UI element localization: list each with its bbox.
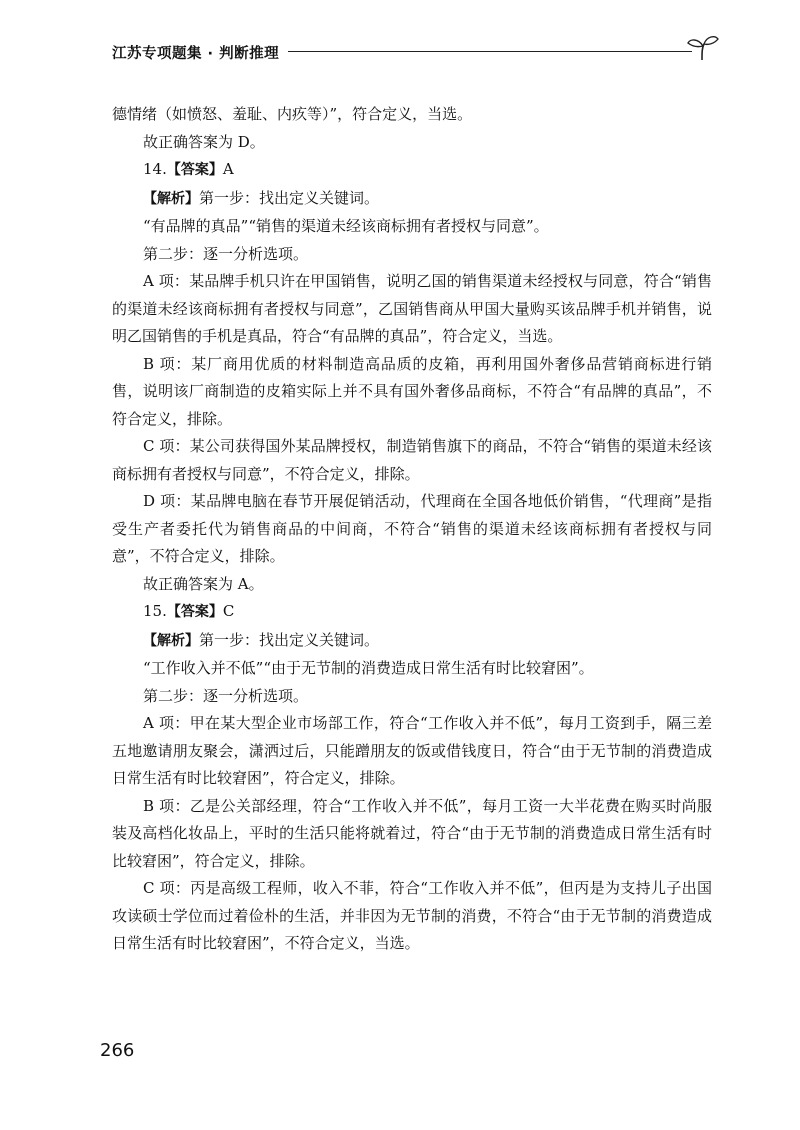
option-15-a: A 项：甲在某大型企业市场部工作，符合“工作收入并不低”，每月工资到手，隔三差五地邀请朋友聚会，潇洒过后，只能蹭朋友的饭或借钱度日，符合“由于无节制的消费造成日常生活有时比较窘困”，符合定义，排除。 xyxy=(112,714,712,787)
paragraph-2: 故正确答案为 D。 xyxy=(143,132,265,151)
answer-15: 15.【答案】C xyxy=(143,602,235,620)
analysis-14-step-2: 第二步：逐一分析选项。 xyxy=(143,244,309,263)
analysis-14-step-1: 【解析】第一步：找出定义关键词。 xyxy=(143,188,380,207)
option-14-a: A 项：某品牌手机只许在甲国销售，说明乙国的销售渠道未经授权与同意，符合“销售的渠道未经该商标拥有者授权与同意”，乙国销售商从甲国大量购买该品牌手机并销售，说明乙国销售的手机是真品，符合“有品牌的真品”，符合定义，当选。 xyxy=(112,272,712,345)
analysis-15-step-1: 【解析】第一步：找出定义关键词。 xyxy=(143,630,380,649)
option-14-d: D 项：某品牌电脑在春节开展促销活动，代理商在全国各地低价销售，“代理商”是指受生产者委托代为销售商品的中间商，不符合“销售的渠道未经该商标拥有者授权与同意”，不符合定义，排除。 xyxy=(112,492,712,565)
section-tag: 【答案】 xyxy=(166,604,223,620)
running-header xyxy=(112,34,724,64)
section-tag: 【解析】 xyxy=(143,190,199,207)
keywords-14: “有品牌的真品”“销售的渠道未经该商标拥有者授权与同意”。 xyxy=(143,217,549,235)
paragraph-1: 德情绪（如愤怒、羞耻、内疚等）”，符合定义，当选。 xyxy=(112,105,473,123)
keywords-15: “工作收入并不低”“由于无节制的消费造成日常生活有时比较窘困”。 xyxy=(143,659,594,677)
option-15-c: C 项：丙是高级工程师，收入不菲，符合“工作收入并不低”，但丙是为支持儿子出国攻读硕士学位而过着俭朴的生活，并非因为无节制的消费，不符合“由于无节制的消费造成日常生活有时比较窘困”，不符合定义，当选。 xyxy=(112,879,712,952)
section-tag: 【答案】 xyxy=(166,162,223,178)
header-title: 江苏专项题集 · 判断推理 xyxy=(112,46,280,62)
page-number: 266 xyxy=(100,1040,135,1061)
answer-explanations xyxy=(112,101,712,958)
sprout-icon xyxy=(686,34,720,62)
option-14-b: B 项：某厂商用优质的材料制造高品质的皮箱，再利用国外奢侈品营销商标进行销售，说明该厂商制造的皮箱实际上并不具有国外奢侈品商标，不符合“有品牌的真品”，不符合定义，排除。 xyxy=(112,354,712,428)
option-15-b: B 项：乙是公关部经理，符合“工作收入并不低”，每月工资一大半花费在购买时尚服装及高档化妆品上，平时的生活只能将就着过，符合“由于无节制的消费造成日常生活有时比较窘困”，符合定义，排除。 xyxy=(112,796,712,870)
analysis-15-step-2: 第二步：逐一分析选项。 xyxy=(143,686,309,705)
section-tag: 【解析】 xyxy=(143,632,199,649)
option-14-c: C 项：某公司获得国外某品牌授权，制造销售旗下的商品，不符合“销售的渠道未经该商标拥有者授权与同意”，不符合定义，排除。 xyxy=(112,437,712,483)
header-rule xyxy=(288,51,692,52)
answer-14: 14.【答案】A xyxy=(143,160,234,178)
conclusion-14: 故正确答案为 A。 xyxy=(143,574,264,593)
